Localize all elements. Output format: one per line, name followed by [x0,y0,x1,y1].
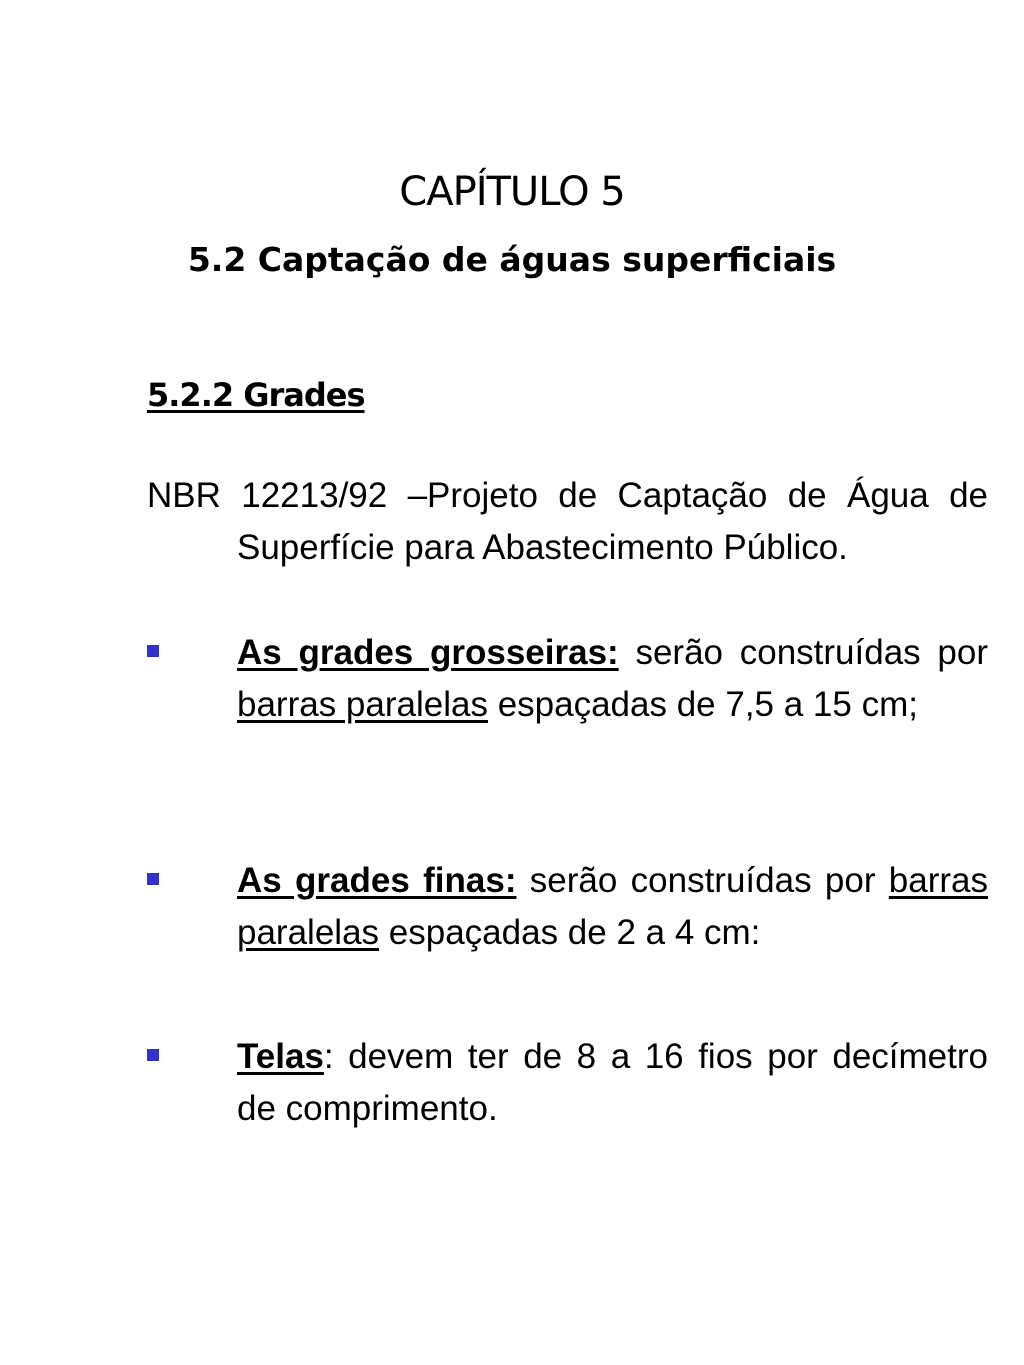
bullet-term: As grades grosseiras: [237,633,619,672]
bullet-term: As grades finas: [237,861,517,900]
subsection-title: 5.2.2 Grades [147,376,365,414]
bullet-underlined-phrase: barras paralelas [237,685,488,724]
bullet-underlined-phrase: barras paralelas [237,861,989,952]
bullet-body: serão construídas por [516,861,889,900]
norm-reference: NBR 12213/92 –Projeto de Captação de Água de Superfície para Abastecimento Público. [147,476,988,567]
bullet-text [237,627,988,731]
bullet-body-end: espaçadas de 2 a 4 cm: [379,913,761,952]
bullet-body-end: espaçadas de 7,5 a 15 cm; [487,685,918,724]
square-bullet-icon [147,1049,159,1061]
bullet-body: serão construídas por [618,633,988,672]
bullet-term: Telas [237,1037,324,1076]
square-bullet-icon [147,645,159,657]
chapter-title: CAPÍTULO 5 [399,169,625,215]
bullet-text [237,855,988,959]
bullet-text [237,1031,988,1135]
section-title: 5.2 Captação de águas superficiais [187,240,837,279]
bullet-body: : devem ter de 8 a 16 fios por decímetro de comprimento. [237,1037,988,1128]
square-bullet-icon [147,873,159,885]
